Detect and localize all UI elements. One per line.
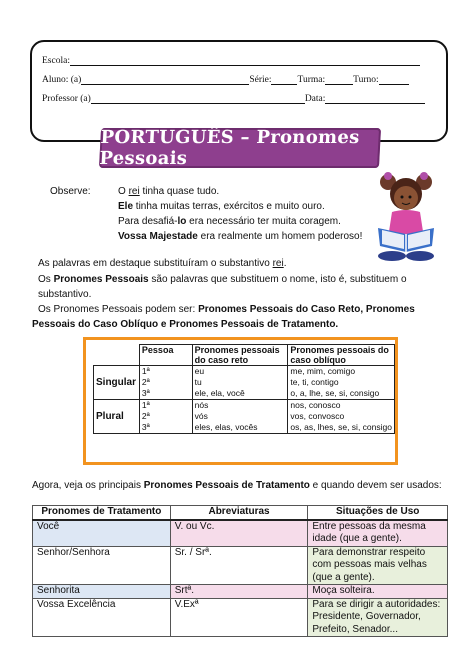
singular-label: Singular bbox=[94, 366, 140, 400]
plural-row bbox=[94, 400, 395, 434]
singular-obliquo: me, mim, comigo te, ti, contigo o, a, lhe, se, si, consigo bbox=[288, 366, 395, 400]
row-senhorita-pronome: Senhorita bbox=[33, 585, 171, 599]
row-senhor-pronome: Senhor/Senhora bbox=[33, 546, 171, 585]
header-caso-obliquo: Pronomes pessoais do caso oblíquo bbox=[288, 345, 395, 366]
table-row bbox=[33, 585, 448, 599]
page-title-banner bbox=[99, 128, 381, 168]
observe-line-1: O rei tinha quase tudo. bbox=[118, 186, 220, 197]
observe-label: Observe: bbox=[50, 186, 91, 197]
pronouns-table-frame bbox=[83, 337, 398, 465]
row-voce-uso: Entre pessoas da mesma idade (que a gente). bbox=[308, 520, 448, 547]
pronouns-header-row bbox=[94, 345, 395, 366]
row-senhorita-uso: Moça solteira. bbox=[308, 585, 448, 599]
paragraph-tratamento-intro: Agora, veja os principais Pronomes Pessoais de Tratamento e quando devem ser usados: bbox=[32, 480, 442, 491]
page-title: PORTUGUÊS – Pronomes Pessoais bbox=[98, 127, 361, 169]
header-situacoes: Situações de Uso bbox=[308, 506, 448, 520]
singular-row bbox=[94, 366, 395, 400]
row-senhor-abrev: Sr. / Srª. bbox=[170, 546, 308, 585]
corner-cell bbox=[94, 345, 140, 366]
aluno-label: Aluno: (a) bbox=[42, 75, 82, 85]
singular-pessoas: 1ª 2ª 3ª bbox=[139, 366, 192, 400]
professor-field[interactable] bbox=[91, 94, 305, 104]
aluno-row bbox=[42, 66, 436, 85]
turma-field[interactable] bbox=[325, 75, 353, 85]
row-senhor-uso: Para demonstrar respeito com pessoas mais velhas (que a gente). bbox=[308, 546, 448, 585]
row-voce-pronome: Você bbox=[33, 520, 171, 547]
row-excelencia-abrev: V.Exª bbox=[170, 598, 308, 637]
serie-field[interactable] bbox=[271, 75, 297, 85]
escola-label: Escola: bbox=[42, 56, 70, 66]
row-excelencia-pronome: Vossa Excelência bbox=[33, 598, 171, 637]
header-caso-reto: Pronomes pessoais do caso reto bbox=[192, 345, 288, 366]
paragraph-definition: Os Pronomes Pessoais são palavras que substituem o nome, isto é, substituem o substantivo. bbox=[38, 274, 407, 300]
header-pronomes: Pronomes de Tratamento bbox=[33, 506, 171, 520]
header-abreviaturas: Abreviaturas bbox=[170, 506, 308, 520]
plural-obliquo: nos, conosco vos, convosco os, as, lhes, se, si, consigo bbox=[288, 400, 395, 434]
table-row bbox=[33, 520, 448, 547]
data-field[interactable] bbox=[325, 94, 425, 104]
observe-line-2: Ele tinha muitas terras, exércitos e muito ouro. bbox=[118, 201, 325, 212]
aluno-field[interactable] bbox=[81, 75, 249, 85]
row-senhorita-abrev: Srtª. bbox=[170, 585, 308, 599]
escola-row bbox=[42, 47, 436, 66]
girl-reading-illustration bbox=[370, 168, 442, 264]
professor-row bbox=[42, 85, 436, 104]
turno-label: Turno: bbox=[353, 75, 379, 85]
header-pessoa: Pessoa bbox=[139, 345, 192, 366]
serie-label: Série: bbox=[249, 75, 272, 85]
turma-label: Turma: bbox=[297, 75, 326, 85]
tratamento-header-row bbox=[33, 506, 448, 520]
plural-label: Plural bbox=[94, 400, 140, 434]
plural-reto: nós vós eles, elas, vocês bbox=[192, 400, 288, 434]
row-voce-abrev: V. ou Vc. bbox=[170, 520, 308, 547]
table-row bbox=[33, 598, 448, 637]
table-row bbox=[33, 546, 448, 585]
paragraph-types: Os Pronomes Pessoais podem ser: Pronomes Pessoais do Caso Reto, Pronomes Pessoais do Caso Oblíquo e Pronomes Pessoais de Tratamento. bbox=[32, 304, 415, 330]
singular-reto: eu tu ele, ela, você bbox=[192, 366, 288, 400]
pronouns-table bbox=[93, 344, 395, 434]
turno-field[interactable] bbox=[379, 75, 409, 85]
row-excelencia-uso: Para se dirigir a autoridades: Presidente, Governador, Prefeito, Senador... bbox=[308, 598, 448, 637]
observe-lines bbox=[118, 184, 408, 244]
escola-field[interactable] bbox=[70, 56, 420, 66]
paragraph-substitution: As palavras em destaque substituíram o substantivo rei. bbox=[38, 258, 287, 269]
tratamento-table bbox=[32, 505, 448, 637]
professor-label: Professor (a) bbox=[42, 94, 91, 104]
plural-pessoas: 1ª 2ª 3ª bbox=[139, 400, 192, 434]
observe-line-3: Para desafiá-lo era necessário ter muita coragem. bbox=[118, 216, 341, 227]
observe-line-4: Vossa Majestade era realmente um homem poderoso! bbox=[118, 231, 363, 242]
data-label: Data: bbox=[304, 94, 326, 104]
